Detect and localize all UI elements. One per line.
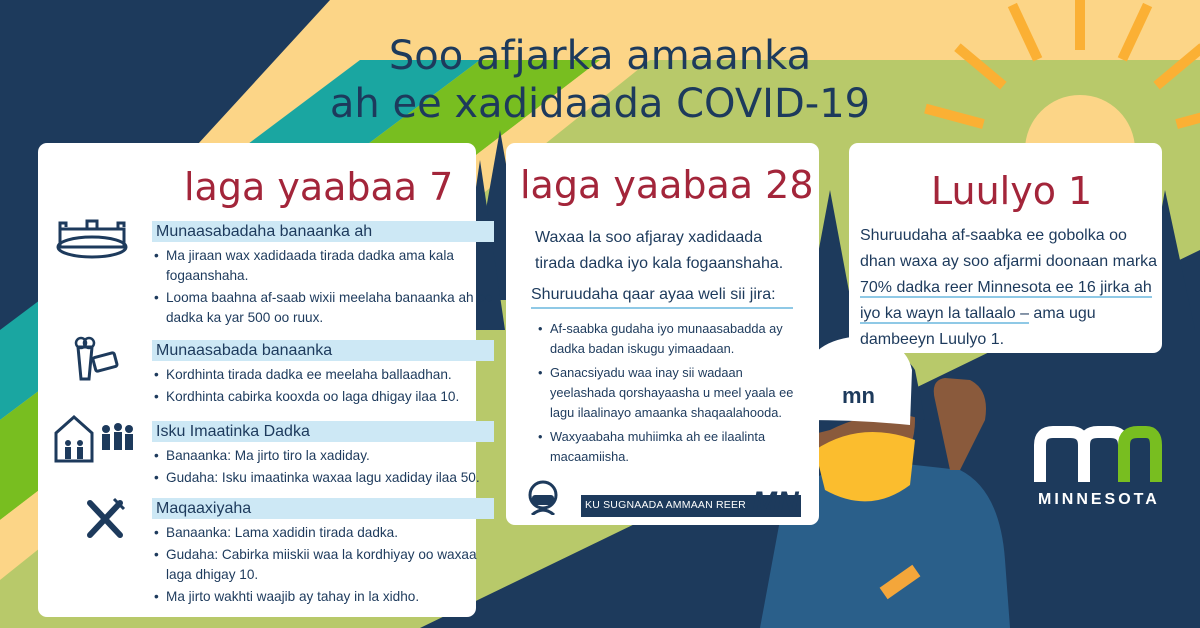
hat-mn-logo: mn bbox=[842, 383, 875, 408]
highlighted-text: 70% dadka reer Minnesota ee 16 jirka ah iyo ka wayn la tallaalo – bbox=[860, 279, 1152, 322]
minnesota-wordmark: MINNESOTA bbox=[1038, 491, 1160, 508]
card-may-7 bbox=[38, 143, 493, 617]
bullet-item: • Kordhinta tirada dadka ee meelaha ballaadhan. bbox=[166, 365, 494, 385]
section-restaurants bbox=[152, 498, 494, 609]
family-home-icon bbox=[54, 413, 134, 463]
bullet-item: • Gudaha: Isku imaatinka waxaa lagu xadiday ilaa 50. bbox=[166, 468, 494, 488]
masked-face-icon bbox=[522, 479, 564, 515]
page-title-line-2: ah ee xadidaada COVID-19 bbox=[329, 81, 871, 127]
section-header: Munaasabada banaanka bbox=[152, 340, 494, 361]
bullet-item: • Af-saabka gudaha iyo munaasabadda ay dadka badan iskugu yimaadaan. bbox=[550, 319, 808, 359]
body-text: ama ugu dambeeyn Luulyo 1. bbox=[860, 305, 1096, 348]
fork-knife-icon bbox=[84, 497, 126, 539]
bullet-item: • Kordhinta cabirka kooxda oo laga dhigay ilaa 10. bbox=[166, 387, 494, 407]
card-heading: Luulyo 1 bbox=[931, 169, 1093, 213]
section-outdoor-events bbox=[152, 221, 494, 330]
card-heading: laga yaabaa 7 bbox=[184, 165, 454, 209]
card-intro: Waxaa la soo afjaray xadidaada tirada dadka iyo kala fogaanshaha. bbox=[535, 229, 784, 272]
bullet-item: • Looma baahna af-saab wixii meelaha banaanka ah ee dadka ka yar 500 oo ruux. bbox=[166, 288, 494, 328]
bullet-item: • Banaanka: Lama xadidin tirada dadka. bbox=[166, 523, 494, 543]
bullet-item: • Ma jiraan wax xadidaada tirada dadka ama kala fogaanshaha. bbox=[166, 246, 494, 286]
card-subheading: Shuruudaha qaar ayaa weli sii jira: bbox=[531, 283, 793, 309]
bullet-item: • Ganacsiyadu waa inay sii wadaan yeelashada qorshayaasha u meel yaala ee lagu ilaalinayo amaanka shaqaalahooda. bbox=[550, 363, 808, 423]
card-july-1 bbox=[849, 143, 1162, 353]
body-text: Shuruudaha af-saabka ee gobolka oo dhan waxa ay soo afjarmi doonaan marka bbox=[860, 227, 1158, 270]
popcorn-ticket-icon bbox=[70, 333, 120, 381]
section-indoor-events bbox=[152, 340, 494, 409]
page-title-line-1: Soo afjarka amaanka bbox=[388, 33, 812, 79]
section-header: Munaasabadaha banaanka ah bbox=[152, 221, 494, 242]
bullet-item: • Ma jirto wakhti waajib ay tahay in la xidho. bbox=[166, 587, 494, 607]
bullet-item: • Gudaha: Cabirka miiskii waa la kordhiyay oo waxaa laga dhigay 10. bbox=[166, 545, 494, 585]
card-may-28 bbox=[506, 143, 819, 525]
section-header: Isku Imaatinka Dadka bbox=[152, 421, 494, 442]
mn-banner-logo: MN bbox=[752, 486, 799, 519]
requirements-list bbox=[536, 315, 808, 471]
bullet-item: • Waxyaabaha muhiimka ah ee ilaalinta macaamiisha. bbox=[550, 427, 808, 467]
stadium-icon bbox=[54, 219, 130, 259]
card-body bbox=[860, 223, 1158, 353]
section-gatherings bbox=[152, 421, 494, 490]
card-heading: laga yaabaa 28 bbox=[520, 163, 814, 207]
section-header: Maqaaxiyaha bbox=[152, 498, 494, 519]
bullet-item: • Banaanka: Ma jirto tiro la xadiday. bbox=[166, 446, 494, 466]
banner-text: KU SUGNAADA AMMAAN REER bbox=[585, 499, 746, 511]
